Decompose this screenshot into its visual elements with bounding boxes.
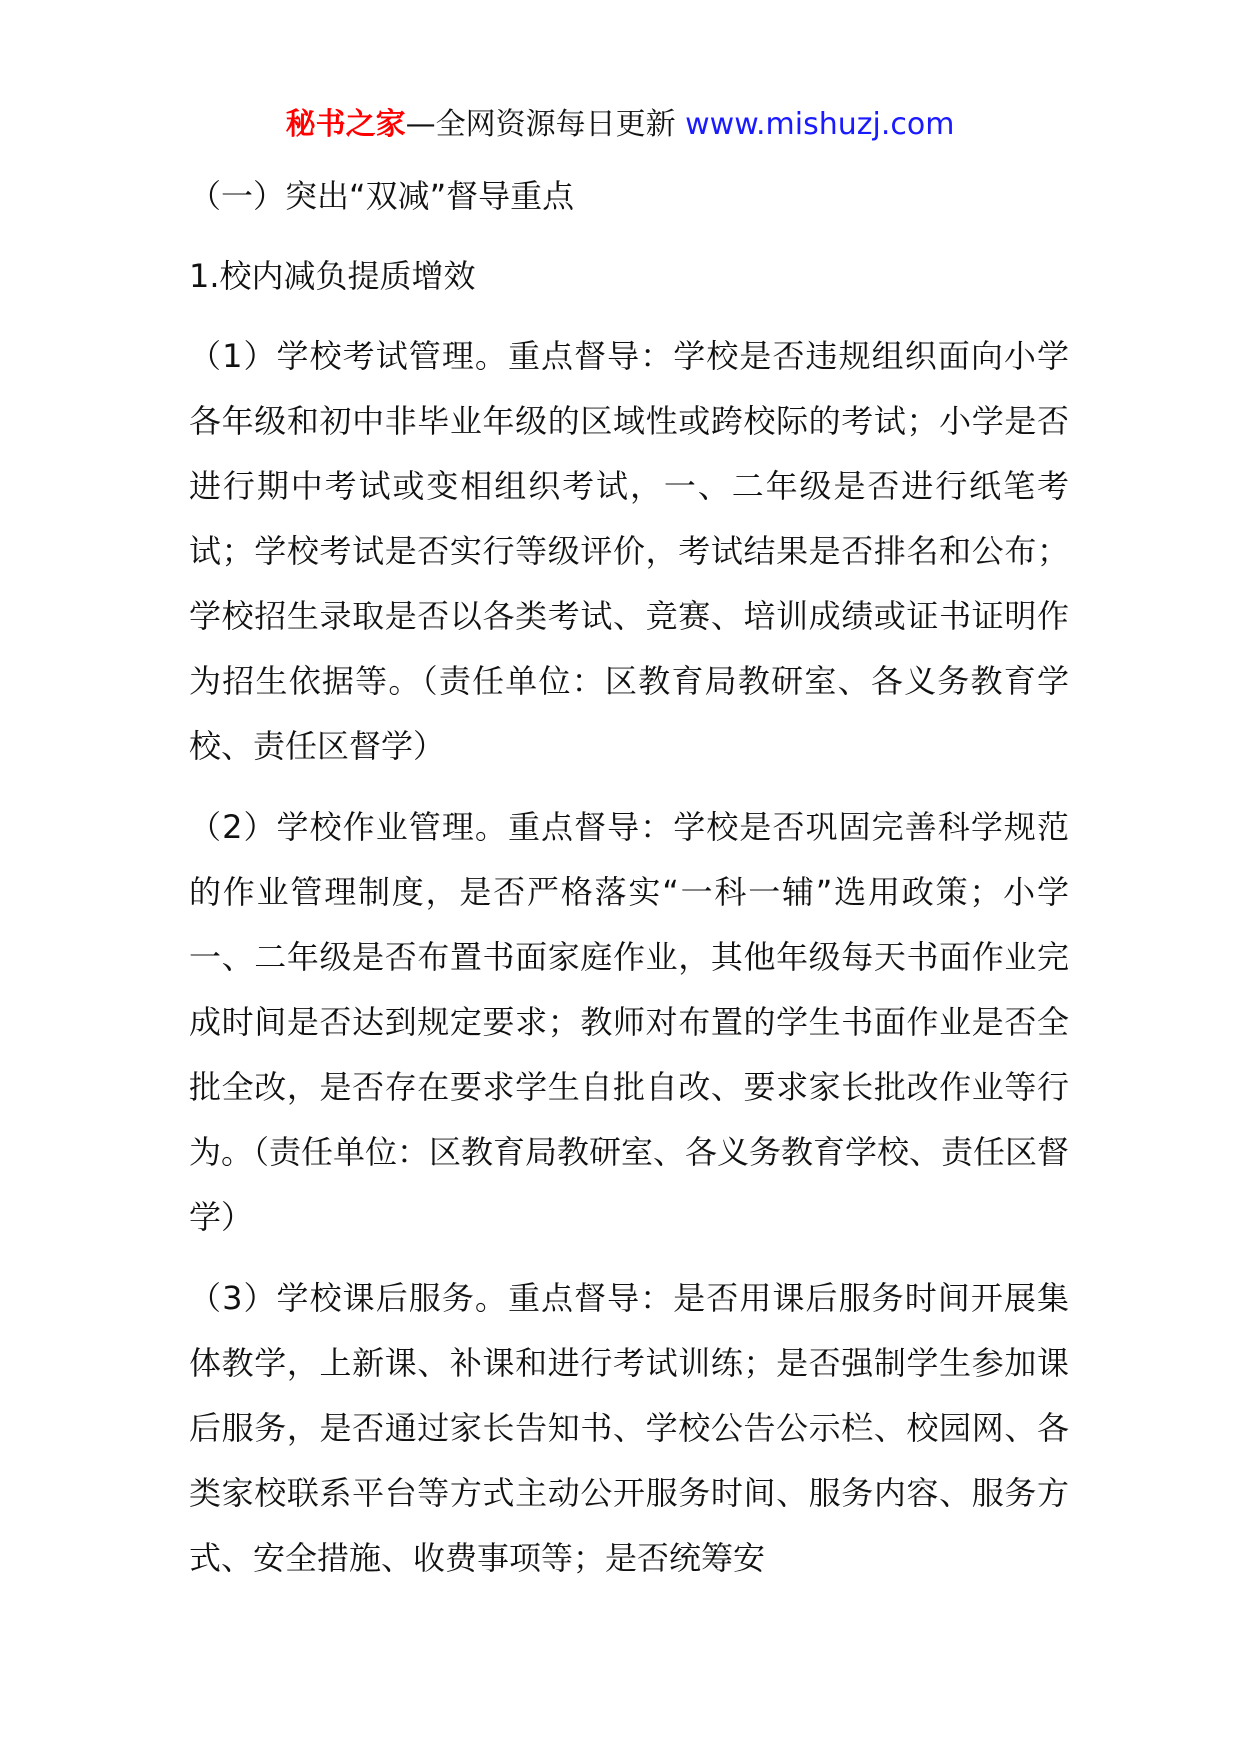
header-tagline: —全网资源每日更新 (405, 107, 676, 142)
paragraph-after-school-service: （3）学校课后服务。重点督导：是否用课后服务时间开展集体教学，上新课、补课和进行考试训练；是否强制学生参加课后服务，是否通过家长告知书、学校公告公示栏、校园网、各类家校联系平台等方式主动公开服务时间、服务内容、服务方式、安全措施、收费事项等；是否统筹安 (189, 1279, 1069, 1577)
section-heading: （一）突出“双减”督导重点 (189, 177, 575, 215)
paragraph-exam-management: （1）学校考试管理。重点督导：学校是否违规组织面向小学各年级和初中非毕业年级的区域性或跨校际的考试；小学是否进行期中考试或变相组织考试，一、二年级是否进行纸笔考试；学校考试是否实行等级评价，考试结果是否排名和公布；学校招生录取是否以各类考试、竞赛、培训成绩或证书证明作为招生依据等。（责任单位：区教育局教研室、各义务教育学校、责任区督学） (189, 337, 1069, 765)
paragraph-homework-management: （2）学校作业管理。重点督导：学校是否巩固完善科学规范的作业管理制度，是否严格落实“一科一辅”选用政策；小学一、二年级是否布置书面家庭作业，其他年级每天书面作业完成时间是否达到规定要求；教师对布置的学生书面作业是否全批全改，是否存在要求学生自批自改、要求家长批改作业等行为。（责任单位：区教育局教研室、各义务教育学校、责任区督学） (189, 808, 1070, 1236)
subsection-heading: 1.校内减负提质增效 (189, 257, 476, 295)
brand-name: 秘书之家 (285, 107, 406, 142)
site-url-link[interactable]: www.mishuzj.com (685, 107, 955, 142)
document-body (189, 164, 1069, 1607)
page-header (0, 101, 1240, 149)
